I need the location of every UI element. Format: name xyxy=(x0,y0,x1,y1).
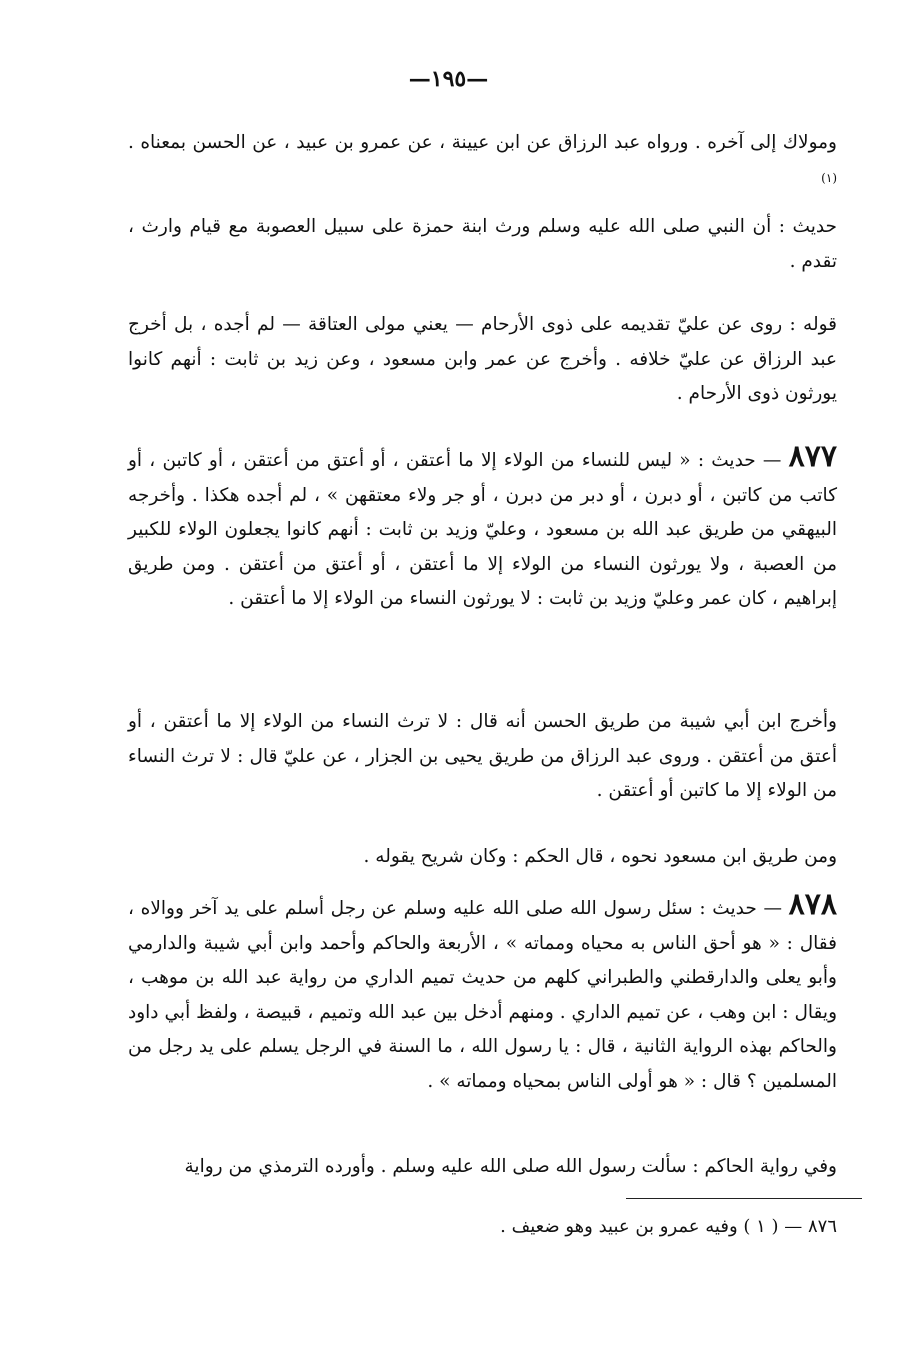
paragraph-5 xyxy=(128,705,837,809)
hadith-877 xyxy=(128,440,837,617)
paragraph-text: وفي رواية الحاكم : سألت رسول الله صلى الله عليه وسلم . وأورده الترمذي من رواية xyxy=(184,1156,837,1177)
footnote-marker: (١) xyxy=(821,170,837,185)
hadith-878 xyxy=(128,888,837,1099)
hadith-number: ٨٧٨ xyxy=(788,887,837,922)
paragraph-2 xyxy=(128,210,837,279)
paragraph-3 xyxy=(128,308,837,412)
page-number: —١٩٥— xyxy=(408,66,489,92)
paragraph-text: وأخرج ابن أبي شيبة من طريق الحسن أنه قال : لا ترث النساء من الولاء إلا ما أعتقن ، أو أعتق من أعتقن . وروى عبد الرزاق من طريق يحيى بن الجزار ، عن عليّ قال : لا ترث النساء من الولاء إلا ما كاتبن أو أعتقن . xyxy=(128,711,837,801)
hadith-number: ٨٧٧ xyxy=(788,439,837,474)
paragraph-text: ومن طريق ابن مسعود نحوه ، قال الحكم : وكان شريح يقوله . xyxy=(363,846,837,867)
paragraph-text: حديث : أن النبي صلى الله عليه وسلم ورث ابنة حمزة على سبيل العصوبة مع قيام وارث ، تقدم . xyxy=(128,216,837,272)
paragraph-1 xyxy=(128,126,837,201)
paragraph-6 xyxy=(128,840,837,875)
paragraph-text: قوله : روى عن عليّ تقديمه على ذوى الأرحام — يعني مولى العتاقة — لم أجده ، بل أخرج عبد الرزاق عن عليّ خلافه . وأخرج عن عمر وابن مسعود ، وعن زيد بن ثابت : أنهم كانوا يورثون ذوى الأرحام . xyxy=(128,314,837,404)
paragraph-text: ومولاك إلى آخره . ورواه عبد الرزاق عن ابن عيينة ، عن عمرو بن عبيد ، عن الحسن بمعناه . xyxy=(128,132,837,153)
footnote-rule xyxy=(626,1198,862,1199)
paragraph-text: — حديث : « ليس للنساء من الولاء إلا ما أعتقن ، أو أعتق من أعتقن ، أو كاتبن ، أو كاتب من كاتبن ، أو دبرن ، أو دبر من دبرن ، أو جر ولاء معتقهن » ، لم أجده هكذا . وأخرجه البيهقي من طريق عبد الله بن مسعود ، وعليّ وزيد بن ثابت : أنهم كانوا يجعلون الولاء للكبير من العصبة ، ولا يورثون النساء من الولاء إلا ما أعتقن ، أو أعتق من أعتقن . ومن طريق إبراهيم ، كان عمر وعليّ وزيد بن ثابت : لا يورثون النساء من الولاء إلا ما أعتقن . xyxy=(128,450,837,609)
paragraph-text: — حديث : سئل رسول الله صلى الله عليه وسلم عن رجل أسلم على يد آخر ووالاه ، فقال : « هو أحق الناس به محياه ومماته » ، الأربعة والحاكم وأحمد وابن أبي شيبة والدارمي وأبو يعلى والدارقطني والطبراني كلهم من حديث تميم الداري من رواية عبد الله بن موهب ، ويقال : ابن وهب ، عن تميم الداري . ومنهم أدخل بين عبد الله وتميم ، قبيصة ، ولفظ أبي داود والحاكم بهذه الرواية الثانية ، قال : يا رسول الله ، ما السنة في الرجل يسلم على يد رجل من المسلمين ؟ قال : « هو أولى الناس بمحياه ومماته » . xyxy=(128,898,837,1092)
footnote: ٨٧٦ — ( ١ ) وفيه عمرو بن عبيد وهو ضعيف . xyxy=(500,1216,837,1237)
paragraph-8 xyxy=(128,1150,837,1185)
